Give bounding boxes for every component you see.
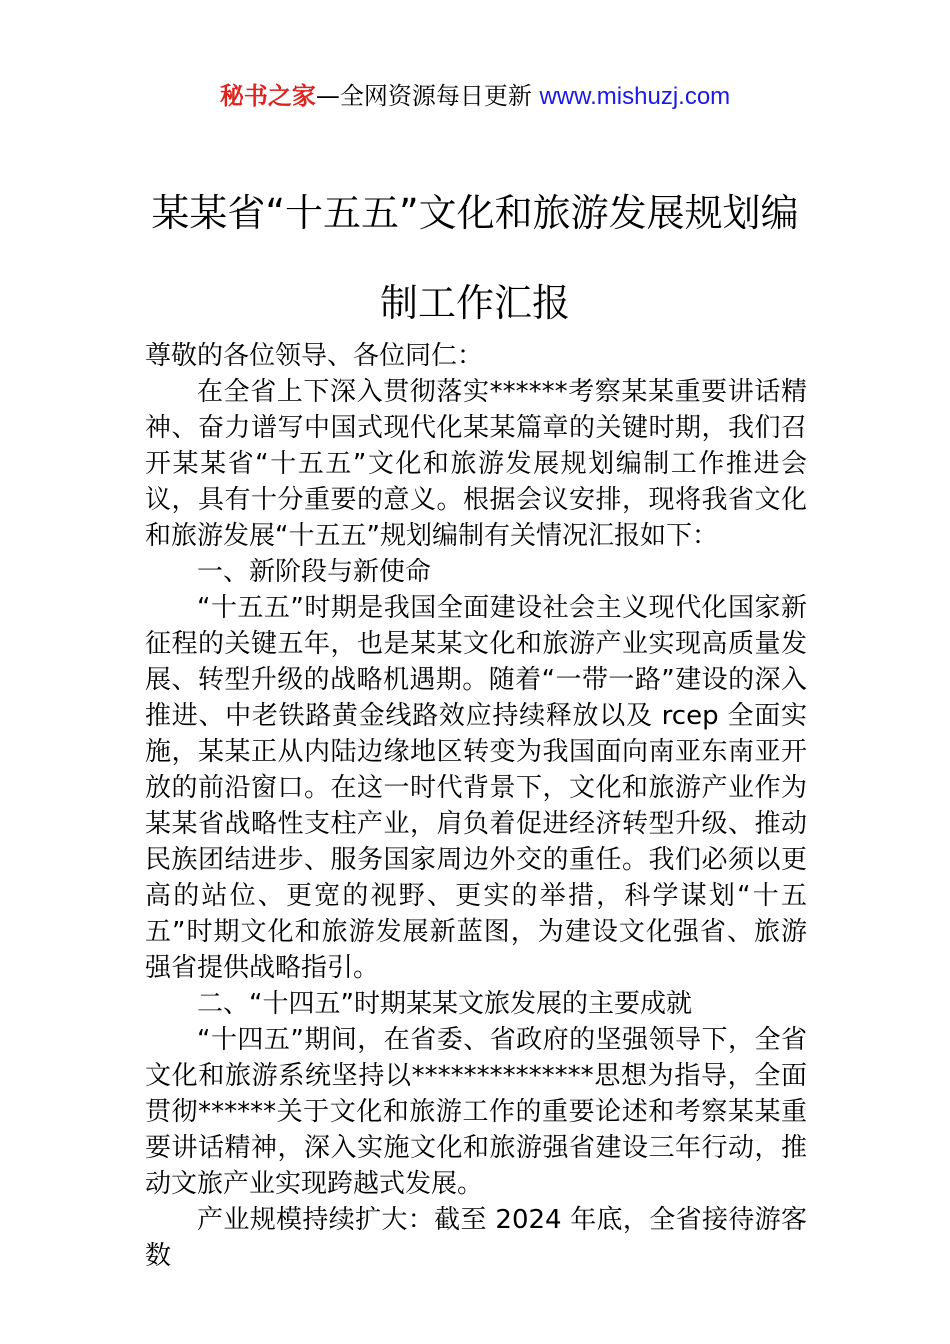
section-1-paragraph: “十五五”时期是我国全面建设社会主义现代化国家新征程的关键五年，也是某某文化和旅游产业实现高质量发展、转型升级的战略机遇期。随着“一带一路”建设的深入推进、中老铁路黄金线路效应持续释放以及 rcep 全面实施，某某正从内陆边缘地区转变为我国面向南亚东南亚开放的前沿窗口。在这一时代背景下，文化和旅游产业作为某某省战略性支柱产业，肩负着促进经济转型升级、推动民族团结进步、服务国家周边外交的重任。我们必须以更高的站位、更宽的视野、更实的举措，科学谋划“十五五”时期文化和旅游发展新蓝图，为建设文化强省、旅游强省提供战略指引。	[145, 593, 807, 983]
header-slogan: —全网资源每日更新	[315, 82, 540, 110]
section-heading-2: 二、“十四五”时期某某文旅发展的主要成就	[197, 989, 692, 1019]
site-header	[0, 80, 950, 113]
section-2-paragraph: “十四五”期间，在省委、省政府的坚强领导下，全省文化和旅游系统坚持以**************思想为指导，全面贯彻******关于文化和旅游工作的重要论述和考察某某重要讲话精神，深入实施文化和旅游强省建设三年行动，推动文旅产业实现跨越式发展。	[145, 1025, 807, 1199]
site-url-link[interactable]: www.mishuzj.com	[539, 83, 731, 110]
intro-paragraph: 在全省上下深入贯彻落实******考察某某重要讲话精神、奋力谱写中国式现代化某某篇章的关键时期，我们召开某某省“十五五”文化和旅游发展规划编制工作推进会议，具有十分重要的意义。根据会议安排，现将我省文化和旅游发展“十五五”规划编制有关情况汇报如下：	[145, 377, 807, 551]
salutation: 尊敬的各位领导、各位同仁：	[145, 341, 484, 371]
brand-name: 秘书之家	[219, 82, 316, 110]
industry-scale-paragraph: 产业规模持续扩大：截至 2024 年底，全省接待游客数	[145, 1205, 807, 1271]
document-title: 某某省“十五五”文化和旅游发展规划编制工作汇报	[151, 191, 799, 325]
section-heading-1: 一、新阶段与新使命	[197, 557, 432, 587]
document-body	[145, 338, 807, 1274]
